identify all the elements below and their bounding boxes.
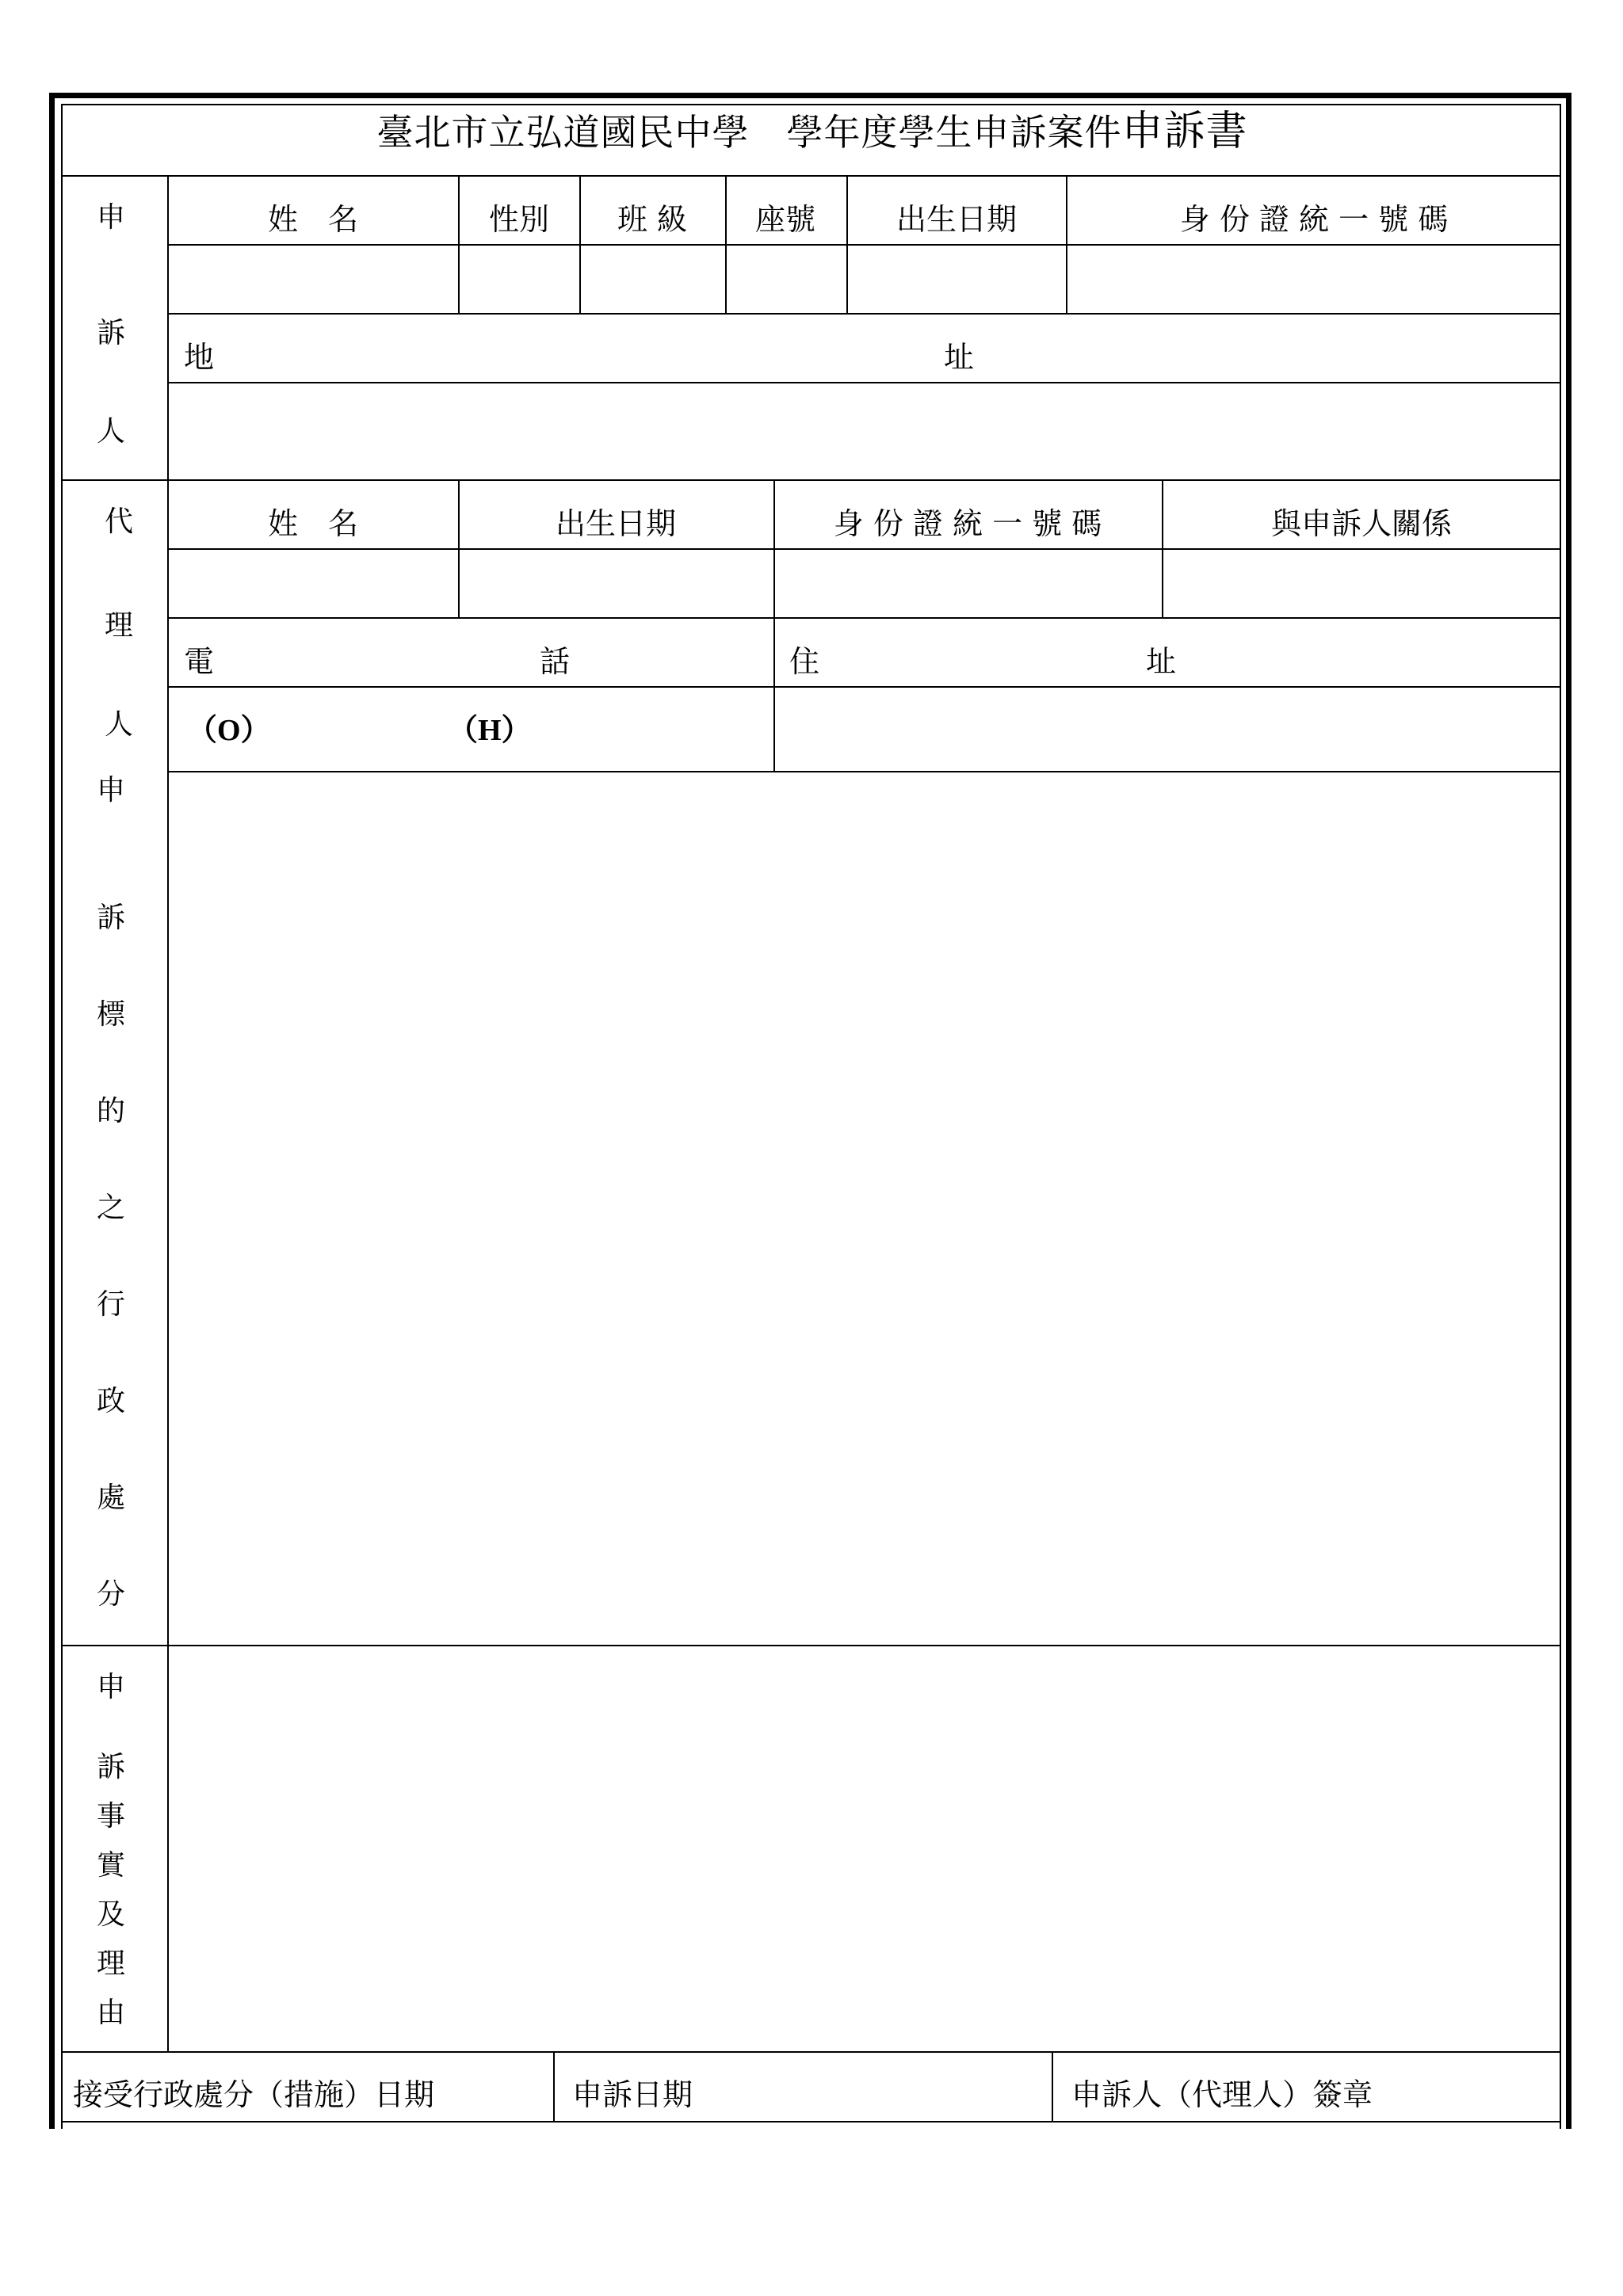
complainant-address-label-left: 地 [184,340,215,375]
complainant-seat-field[interactable] [727,246,846,313]
footer-appeal-date-label: 申訴日期 [572,2077,693,2112]
complainant-id-header: 身 份 證 統 一 號 碼 [1179,202,1449,237]
agent-name-field[interactable] [169,550,458,617]
complainant-birth-header: 出生日期 [896,202,1018,237]
line-under-title [62,175,1560,177]
complainant-side-label-3: 人 [96,415,126,448]
complainant-side-label-2: 訴 [96,317,126,349]
complainant-address-label-right: 址 [943,340,975,375]
subject-side-label-1: 申 [96,774,126,807]
complainant-class-header: 班 級 [617,202,688,237]
line-footer-bottom [62,2121,1560,2122]
facts-side-label-2: 訴 [96,1751,126,1783]
complainant-side-label-1: 申 [96,201,126,234]
line-agent-top [62,479,1560,481]
complainant-birth-field[interactable] [848,246,1066,313]
footer-accept-date-label: 接受行政處分（措施）日期 [73,2077,435,2112]
facts-side-label-4: 實 [96,1849,126,1882]
agent-id-header: 身 份 證 統 一 號 碼 [833,506,1102,541]
complainant-gender-field[interactable] [460,246,579,313]
line-footer-top [62,2051,1560,2053]
complainant-name-header: 姓 名 [267,202,359,237]
agent-side-label-1: 代 [104,505,134,538]
complainant-seat-header: 座號 [754,202,816,237]
facts-side-label-5: 及 [96,1898,126,1931]
form-title-main: 臺北市立弘道國民中學 學年度學生申訴案件 [376,111,1122,154]
agent-birth-header: 出生日期 [555,506,677,541]
line-footer-col1 [553,2052,555,2122]
form-title-suffix: 申訴書 [1121,108,1248,155]
facts-side-label-6: 理 [96,1947,126,1980]
complainant-class-field[interactable] [581,246,725,313]
facts-side-label-7: 由 [96,1997,126,2029]
agent-name-header: 姓 名 [267,506,359,541]
line-footer-col2 [1052,2052,1053,2122]
facts-side-label-1: 申 [96,1671,126,1703]
agent-address-label-right: 址 [1145,644,1177,679]
line-complainant-data [168,313,1560,315]
subject-side-label-6: 行 [96,1288,126,1321]
complainant-name-field[interactable] [169,246,458,313]
subject-side-label-8: 處 [96,1482,126,1514]
subject-side-label-4: 的 [96,1095,126,1127]
agent-id-field[interactable] [775,550,1162,617]
footer-signature-label: 申訴人（代理人）簽章 [1071,2077,1373,2112]
facts-content-field[interactable] [169,1646,1560,2051]
agent-birth-field[interactable] [460,550,773,617]
subject-content-field[interactable] [169,772,1560,1645]
complainant-gender-header: 性別 [488,202,550,237]
agent-phone-label-right: 話 [539,644,571,679]
agent-phone-home-label: （H） [448,714,532,747]
subject-side-label-2: 訴 [96,902,126,934]
subject-side-label-3: 標 [96,998,126,1031]
agent-relation-field[interactable] [1163,550,1560,617]
form-title [376,108,1248,155]
complainant-address-field[interactable] [169,383,1560,479]
subject-side-label-9: 分 [96,1578,126,1611]
agent-side-label-2: 理 [104,609,134,642]
subject-side-label-7: 政 [96,1385,126,1417]
subject-side-label-5: 之 [96,1192,126,1224]
agent-phone-field[interactable] [169,688,773,771]
agent-phone-label-left: 電 [184,644,215,679]
agent-address-label-left: 住 [789,644,820,679]
agent-relation-header: 與申訴人關係 [1270,506,1453,541]
agent-side-label-3: 人 [104,708,134,741]
agent-phone-office-label: （O） [187,714,271,747]
agent-address-field[interactable] [775,688,1560,771]
line-agent-data [168,617,1560,619]
facts-side-label-3: 事 [96,1800,126,1833]
complainant-id-field[interactable] [1067,246,1560,313]
